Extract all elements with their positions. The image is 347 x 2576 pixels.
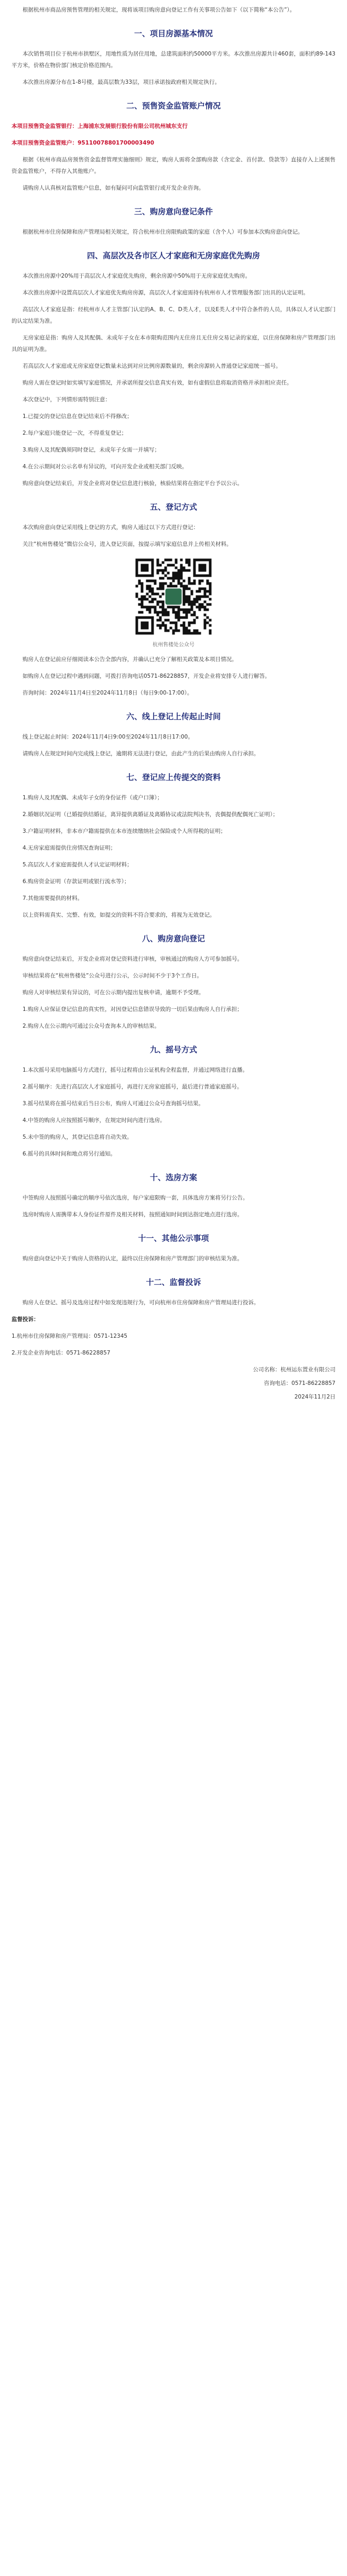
section-9-title: 九、摇号方式 [149,1045,197,1054]
contact-item: 2.开发企业咨询电话：0571-86228857 [12,1350,111,1356]
section-3-title: 三、购房意向登记条件 [134,207,213,216]
s2-p1: 根据《杭州市商品房预售资金监督管理实施细则》规定，购房人需将全部购房款（含定金、首付款、贷款等）直接存入上述预售资金监管账户，不得存入其他账户。 [12,157,335,174]
s7-item: 4.无房家庭需提供住房情况查询证明； [23,845,116,851]
s9-p4: 4.中签的购房人应按照摇号顺序，在规定时间内进行选房。 [23,1117,166,1124]
s5-p2: 关注“杭州售楼处”微信公众号，进入登记页面，按提示填写家庭信息并上传相关材料。 [23,541,232,547]
intro-paragraph: 根据杭州市商品房预售管理的相关规定，现将该项目购房意向登记工作有关事项公告如下（以下简称“本公告”）。 [23,7,296,13]
s4-list-item: 3.购房人及其配偶须同时登记，未成年子女需一并填写； [23,447,160,453]
s2-p2: 请购房人认真核对监管账户信息，如有疑问可向监管银行或开发企业咨询。 [23,185,204,191]
s4-p8: 购房意向登记结束后，开发企业将对登记信息进行核验，核验结果将在指定平台予以公示。 [23,480,243,487]
s8-p4: 1.购房人应保证登记信息的真实性，对因登记信息错误导致的一切后果由购房人自行承担； [23,1006,243,1012]
s5-p1: 本次购房意向登记采用线上登记的方式，购房人通过以下方式进行登记： [23,524,199,531]
s7-item: 5.高层次人才家庭需提供人才认定证明材料； [23,862,133,868]
s4-p1: 本次推出房源中20%用于高层次人才家庭优先购房，剩余房源中50%用于无房家庭优先购房。 [23,273,251,279]
section-6-title: 六、线上登记上传起止时间 [126,712,221,721]
s8-p1: 购房意向登记结束后，开发企业将对登记资料进行审核，审核通过的购房人方可参加摇号。 [23,956,243,962]
s5-p5: 咨询时间：2024年11月4日至2024年11月8日（每日9:00-17:00）。 [23,690,193,696]
s7-item: 3.户籍证明材料，非本市户籍需提供在本市连续缴纳社会保险或个人所得税的证明； [23,828,226,834]
s4-p3: 高层次人才家庭是指：经杭州市人才主管部门认定的A、B、C、D类人才，以及E类人才中符合条件的人员，具体以人才认定部门的认定结果为准。 [12,306,335,324]
section-10-title: 十、选房方案 [149,1173,197,1182]
s5-p4: 如购房人在登记过程中遇到问题，可拨打咨询电话0571-86228857，开发企业将安排专人进行解答。 [23,673,270,679]
s11-p1: 购房意向登记中关于购房人资格的认定，最终以住房保障和房产管理部门的审核结果为准。 [23,1256,243,1262]
supervision-account: 本项目预售资金监管账户：95110078801700003490 [12,140,155,146]
s8-p3: 购房人对审核结果有异议的，可在公示期内提出复核申请，逾期不予受理。 [23,989,204,996]
s4-p2: 本次推出房源中设置高层次人才家庭优先购房房源，高层次人才家庭需持有杭州市人才管理服务部门出具的认定证明。 [23,290,309,296]
contact-item: 1.杭州市住房保障和房产管理局：0571-12345 [12,1333,127,1339]
section-2-title: 二、预售资金监管账户情况 [126,101,221,111]
s3-p1: 根据杭州市住房保障和房产管理局相关规定，符合杭州市住房限购政策的家庭（含个人）可参加本次购房意向登记。 [23,229,303,235]
s4-p4: 无房家庭是指：购房人及其配偶、未成年子女在本市限购范围内无住房且无住房交易记录的家庭，以住房保障和房产管理部门出具的证明为准。 [12,335,335,353]
s12-p1: 购房人在登记、摇号及选房过程中如发现违规行为，可向杭州市住房保障和房产管理局进行投诉。 [23,1300,259,1306]
footer-date: 2024年11月2日 [294,1394,335,1400]
s5-p3: 购房人在登记前应仔细阅读本公告全部内容，并确认已充分了解相关政策及本项目情况。 [23,656,237,663]
s7-p1: 以上资料需真实、完整、有效，如提交的资料不符合要求的，将视为无效登记。 [23,912,215,918]
supervision-bank: 本项目预售资金监管银行：上海浦东发展银行股份有限公司杭州城东支行 [12,123,188,129]
s4-p7: 本次登记中，下列情形需特别注意： [23,397,111,403]
s1-p1: 本次销售项目位于杭州市拱墅区，用地性质为居住用地，总建筑面积约50000平方米。本次推出房源共计460套，面积约89-143平方米，价格在物价部门核定价格范围内。 [12,51,335,69]
contact-title: 监督投诉： [12,1316,39,1323]
s4-list-item: 1.已提交的登记信息在登记结束后不得修改； [23,413,133,420]
s10-p2: 选房时购房人需携带本人身份证件原件及相关材料，按照通知时间到达指定地点进行选房。 [23,1212,243,1218]
s1-p2: 本次推出房源分布在1-8号楼，最高层数为33层，项目承诺按政府相关规定执行。 [23,79,221,85]
qr-code-image[interactable] [134,557,213,636]
s9-p1: 1.本次摇号采用电脑摇号方式进行，摇号过程将由公证机构全程监督，并通过网络进行直播。 [23,1067,248,1073]
s6-p1: 线上登记起止时间：2024年11月4日9:00至2024年11月8日17:00。 [23,734,193,740]
s8-p2: 审核结果将在“杭州售楼处”公众号进行公示，公示时间不少于3个工作日。 [23,973,203,979]
section-12-title: 十二、监督投诉 [146,1278,201,1287]
s4-list-item: 2.每户家庭只能登记一次，不得重复登记； [23,430,127,436]
s9-p5: 5.未中签的购房人，其登记信息将自动失效。 [23,1134,133,1140]
qr-code-block [12,557,335,651]
s4-p5: 若高层次人才家庭或无房家庭登记数量未达到对应比例房源数量的，剩余房源转入普通登记家庭统一摇号。 [23,363,281,369]
footer-company: 公司名称：杭州运东置业有限公司 [253,1367,335,1373]
section-5-title: 五、登记方式 [149,502,197,512]
section-11-title: 十一、其他公示事项 [138,1234,209,1243]
s7-item: 6.购房资金证明（存款证明或银行流水等）； [23,878,130,885]
s9-p6: 6.摇号的具体时间和地点将另行通知。 [23,1151,116,1157]
section-4-title: 四、高层次及各市区人才家庭和无房家庭优先购房 [86,251,260,260]
s7-item: 2.婚姻状况证明（已婚提供结婚证，离异提供离婚证及离婚协议或法院判决书，丧偶提供配偶死亡证明）； [23,811,278,818]
s9-p3: 3.摇号结果将在摇号结束后当日公布，购房人可通过公众号查询摇号结果。 [23,1100,204,1107]
s4-p6: 购房人需在登记时如实填写家庭情况，并承诺所提交信息真实有效，如有虚假信息将取消资格并承担相应责任。 [23,380,292,386]
qr-caption: 杭州售楼处公众号 [153,642,194,648]
footer-phone: 咨询电话：0571-86228857 [264,1380,335,1386]
s4-list-item: 4.在公示期间对公示名单有异议的，可向开发企业或相关部门反映。 [23,464,188,470]
s7-item: 1.购房人及其配偶、未成年子女的身份证件（或户口簿）； [23,795,163,801]
section-8-title: 八、购房意向登记 [142,934,205,943]
s6-p2: 请购房人在规定时间内完成线上登记，逾期将无法进行登记，由此产生的后果由购房人自行承担。 [23,751,259,757]
s9-p2: 2.摇号顺序：先进行高层次人才家庭摇号，再进行无房家庭摇号，最后进行普通家庭摇号。 [23,1084,243,1090]
s7-item: 7.其他需要提供的材料。 [23,895,83,901]
section-1-title: 一、项目房源基本情况 [134,29,213,38]
s8-p5: 2.购房人在公示期内可通过公众号查询本人的审核结果。 [23,1023,160,1029]
section-7-title: 七、登记应上传提交的资料 [126,773,221,782]
s10-p1: 中签购房人按照摇号确定的顺序号依次选房，每户家庭限购一套，具体选房方案将另行公告。 [23,1195,248,1201]
